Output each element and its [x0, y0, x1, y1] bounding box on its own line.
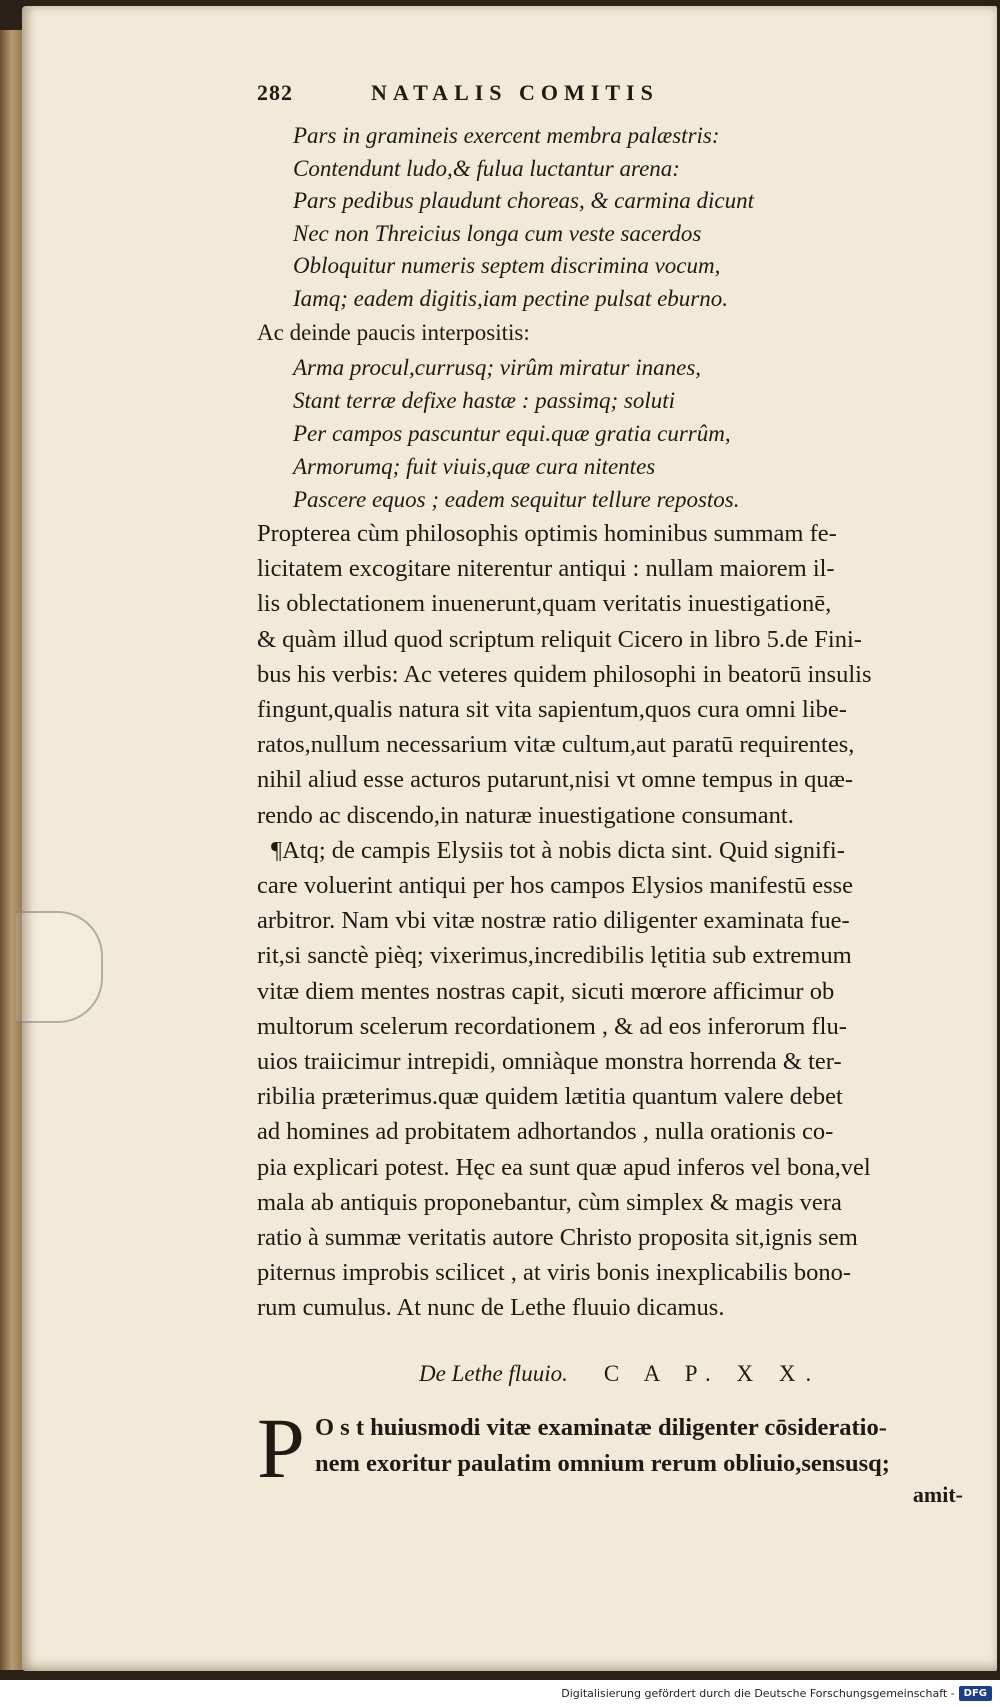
prose-paragraph-1 [257, 516, 967, 833]
prose-line: lis oblectationem inuenerunt,quam veritatis inuestigationē, [257, 590, 832, 618]
page-text [257, 80, 967, 1508]
drop-capital: P [257, 1399, 305, 1496]
intro-line: Ac deinde paucis interpositis: [257, 320, 530, 345]
prose-line: ad homines ad probitatem adhortandos , nulla orationis co- [257, 1118, 834, 1146]
prose-line: vitæ diem mentes nostras capit, sicuti mœrore afficimur ob [257, 977, 835, 1005]
prose-line: & quàm illud quod scriptum reliquit Cicero in libro 5.de Fini- [257, 625, 862, 653]
opening-line: O s t huiusmodi vitæ examinatæ diligenter cōsideratio- [315, 1413, 887, 1441]
verse-line: Obloquitur numeris septem discrimina vocum, [293, 253, 721, 278]
dfg-logo: DFG [959, 1686, 992, 1701]
verse-line: Per campos pascuntur equi.quæ gratia currûm, [293, 421, 731, 446]
prose-line: ratos,nullum necessarium vitæ cultum,aut paratū requirentes, [257, 731, 855, 759]
prose-line: care voluerint antiqui per hos campos Elysios manifestū esse [257, 872, 854, 900]
verse-block-2 [257, 351, 967, 516]
prose-line: uios traiicimur intrepidi, omniàque monstra horrenda & ter- [257, 1048, 842, 1076]
prose-line: multorum scelerum recordationem , & ad eos inferorum flu- [257, 1012, 847, 1040]
prose-line: nihil aliud esse acturos putarunt,nisi vt omne tempus in quæ- [257, 766, 854, 794]
digitization-footer [0, 1680, 1000, 1707]
verse-line: Nec non Threicius longa cum veste sacerdos [293, 220, 702, 246]
prose-line: mala ab antiquis proponebantur, cùm simplex & magis vera [257, 1188, 842, 1216]
prose-line: ¶Atq; de campis Elysiis tot à nobis dicta sint. Quid signifi- [271, 836, 845, 864]
prose-line: bus his verbis: Ac veteres quidem philosophi in beatorū insulis [257, 660, 872, 688]
prose-line: rit,si sanctè pièq; vixerimus,incredibilis lętitia sub extremum [257, 942, 852, 970]
verse-line: Pars in gramineis exercent membra palæstris: [293, 123, 720, 148]
catchword: amit- [912, 1481, 963, 1507]
verse-line: Contendunt ludo,& fulua luctantur arena: [293, 155, 680, 181]
prose-line: rum cumulus. At nunc de Lethe fluuio dicamus. [257, 1294, 725, 1322]
verse-block-1 [257, 120, 967, 315]
chapter-title: De Lethe fluuio. [419, 1360, 568, 1386]
prose-line: Propterea cùm philosophis optimis hominibus summam fe- [257, 520, 837, 547]
running-title: NATALIS COMITIS [371, 80, 659, 105]
verse-line: Pars pedibus plaudunt choreas, & carmina dicunt [293, 188, 755, 213]
prose-line: piternus improbis scilicet , at viris bonis inexplicabilis bono- [257, 1259, 852, 1287]
prose-paragraph-2 [257, 833, 967, 1326]
prose-line: pia explicari potest. Hęc ea sunt quæ apud inferos vel bona,vel [257, 1153, 871, 1181]
chapter-heading [257, 1344, 967, 1404]
prose-line: fingunt,qualis natura sit vita sapientum,quos cura omni libe- [257, 696, 847, 724]
prose-line: arbitror. Nam vbi vitæ nostræ ratio diligenter examinata fue- [257, 907, 850, 935]
prose-line: rendo ac discendo,in naturæ inuestigatione consumant. [257, 801, 794, 829]
prose-line: licitatem excogitare niterentur antiqui : nullam maiorem il- [257, 555, 835, 583]
chapter-opening [257, 1399, 967, 1508]
verse-line: Armorumq; fuit viuis,quæ cura nitentes [293, 454, 656, 479]
page-clip [16, 911, 103, 1023]
verse-line: Stant terræ defixe hastæ : passimq; soluti [293, 388, 676, 413]
verse-line: Pascere equos ; eadem sequitur tellure repostos. [293, 487, 740, 512]
prose-line: ribilia præterimus.quæ quidem lætitia quantum valere debet [257, 1083, 843, 1111]
prose-line: ratio à summæ veritatis autore Christo proposita sit,ignis sem [257, 1224, 858, 1252]
chapter-number: C A P. X X. [603, 1360, 822, 1386]
verse-line: Iamq; eadem digitis,iam pectine pulsat eburno. [293, 285, 729, 311]
verse-line: Arma procul,currusq; virûm miratur inanes, [293, 355, 702, 380]
page-number: 282 [257, 80, 293, 105]
running-head [257, 80, 967, 120]
funding-credit: Digitalisierung gefördert durch die Deutsche Forschungsgemeinschaft - [561, 1687, 955, 1700]
opening-line: nem exoritur paulatim omnium rerum obliuio,sensusq; [315, 1449, 890, 1477]
